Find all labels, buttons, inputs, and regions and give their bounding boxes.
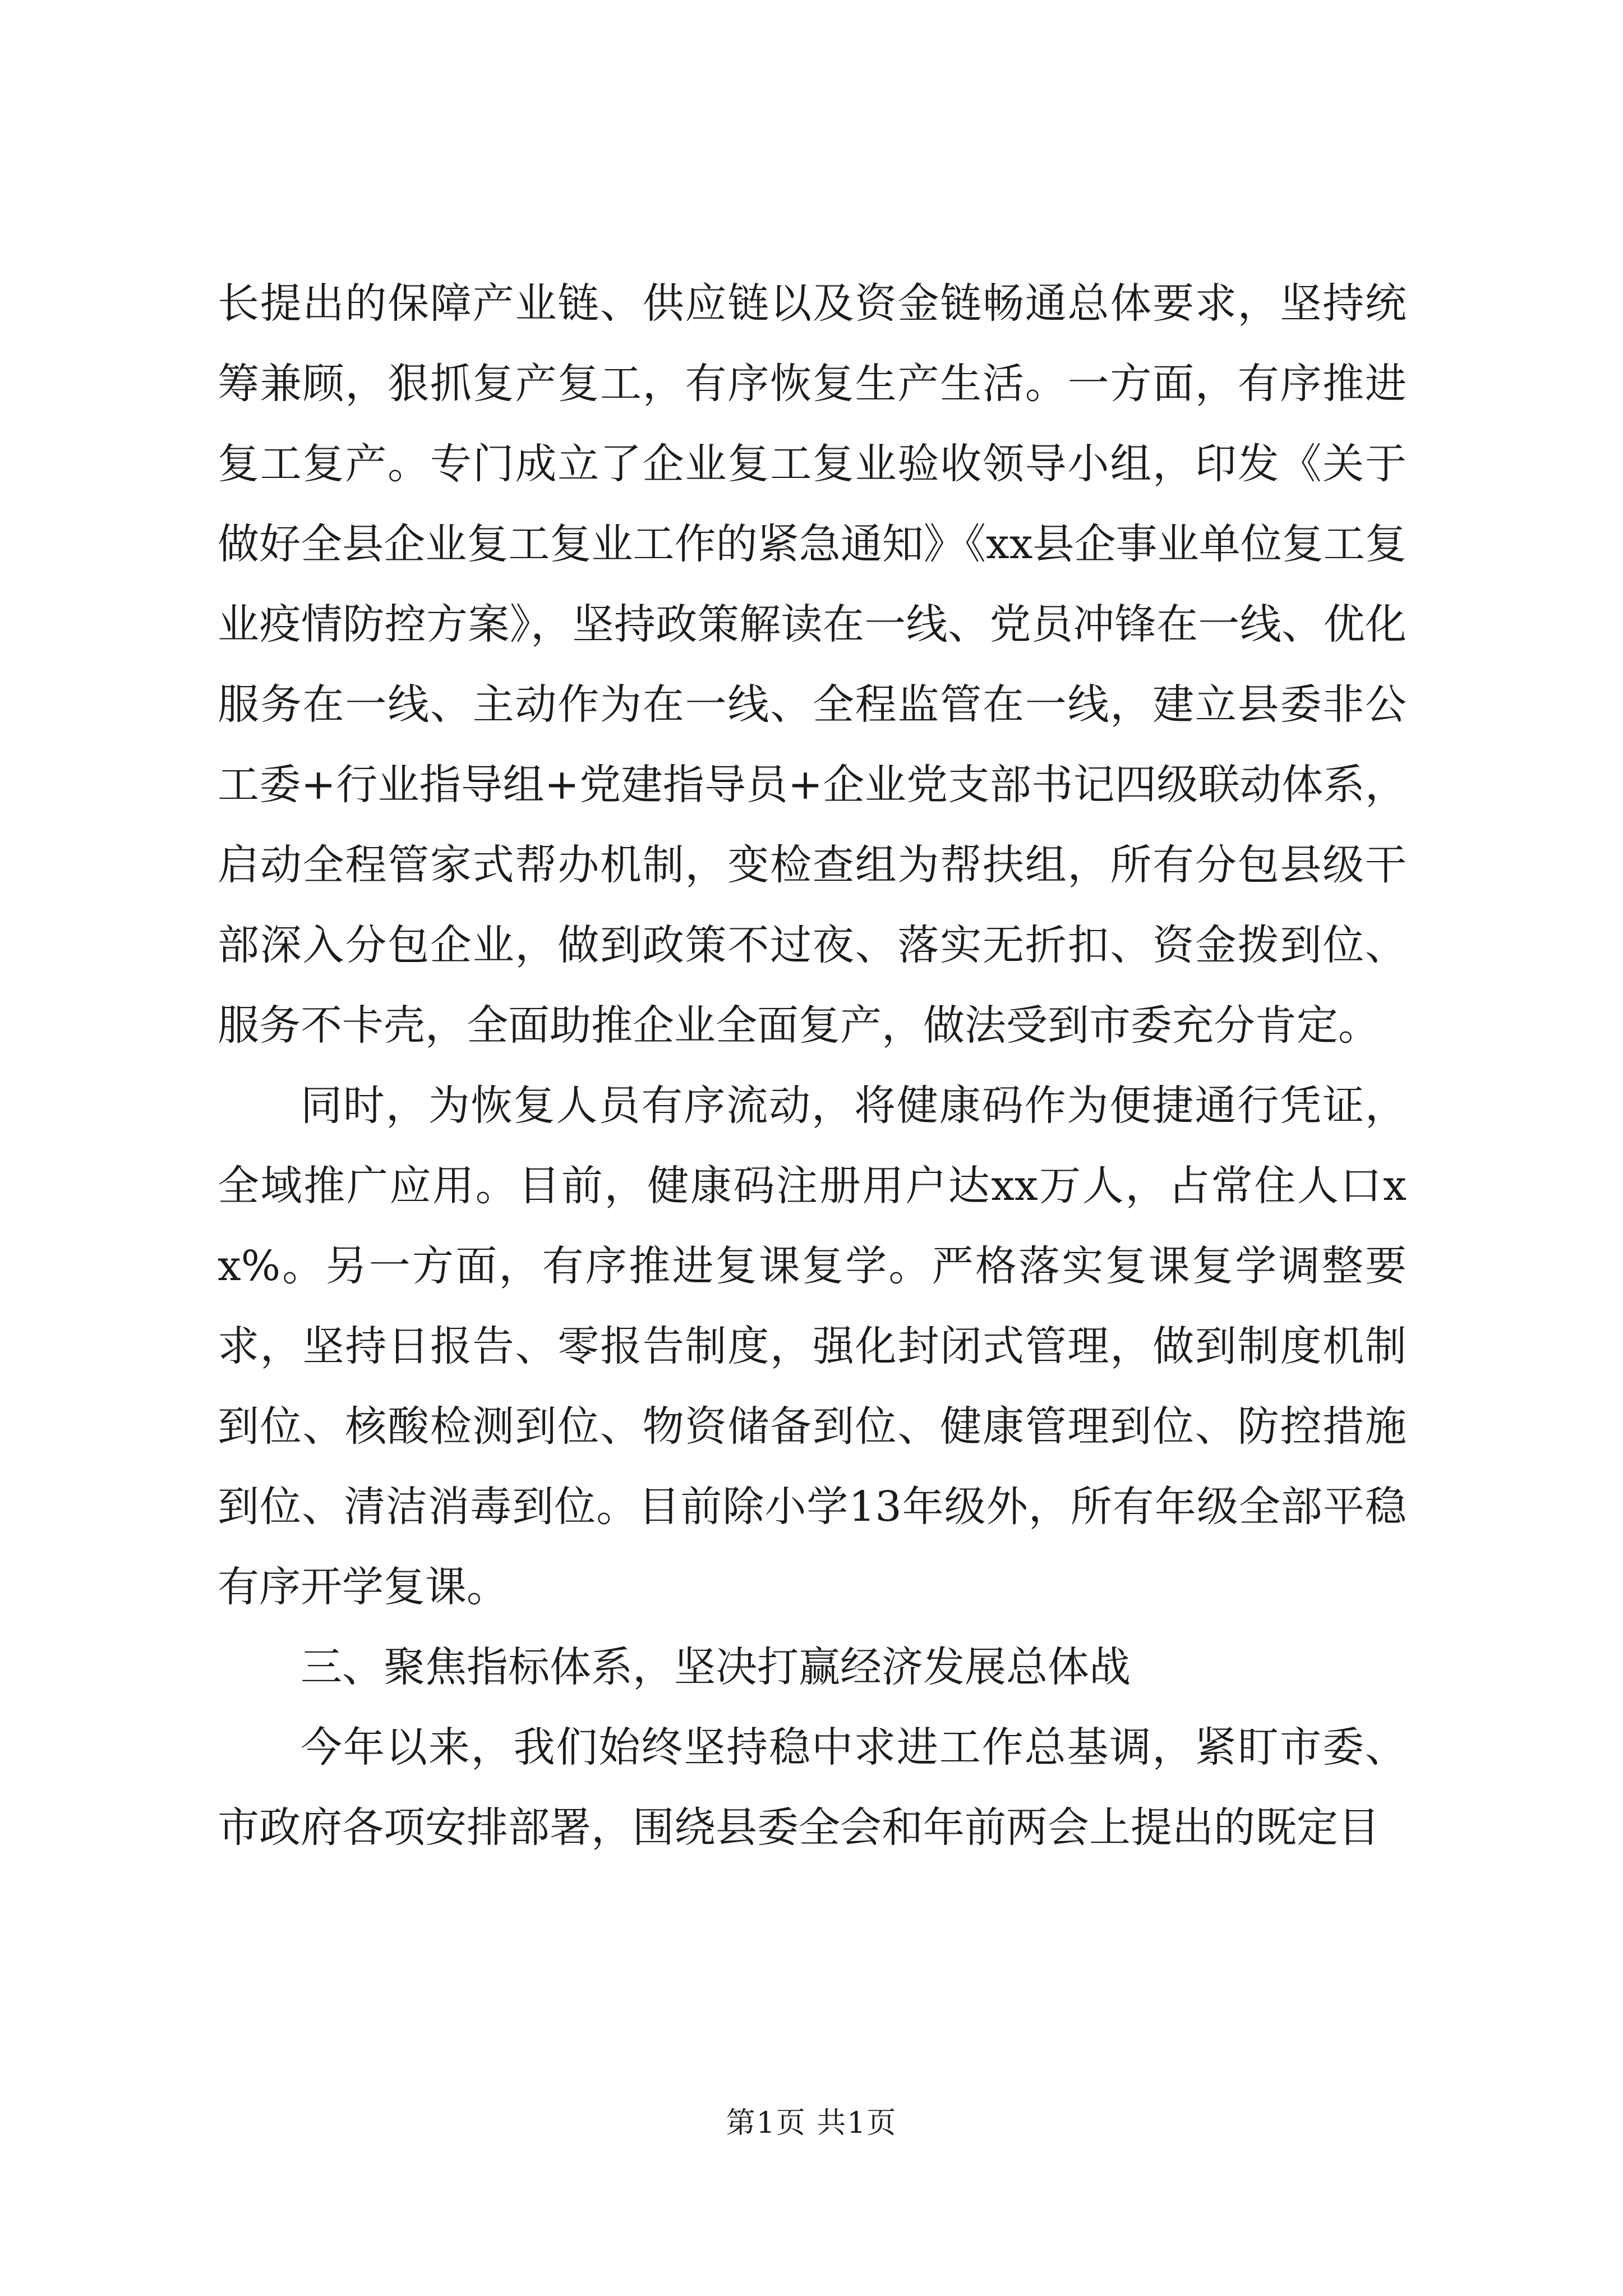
- paragraph-economy: 今年以来，我们始终坚持稳中求进工作总基调，紧盯市委、市政府各项安排部署，围绕县委全会和年前两会上提出的既定目: [218, 1723, 1407, 1852]
- document-body: [218, 264, 1407, 1868]
- paragraph-continuation: 长提出的保障产业链、供应链以及资金链畅通总体要求，坚持统筹兼顾，狠抓复产复工，有序恢复生产生活。一方面，有序推进复工复产。专门成立了企业复工复业验收领导小组，印发《关于做好全县企业复工复业工作的紧急通知》《xx县企事业单位复工复业疫情防控方案》，坚持政策解读在一线、党员冲锋在一线、优化服务在一线、主动作为在一线、全程监管在一线，建立县委非公工委+行业指导组+党建指导员+企业党支部书记四级联动体系，启动全程管家式帮办机制，变检查组为帮扶组，所有分包县级干部深入分包企业，做到政策不过夜、落实无折扣、资金拨到位、服务不卡壳，全面助推企业全面复产，做法受到市委充分肯定。: [218, 279, 1407, 1050]
- section-heading: 三、聚焦指标体系，坚决打赢经济发展总体战: [301, 1643, 1131, 1691]
- page-footer: 第1页 共1页: [726, 2106, 897, 2140]
- paragraph-health-code: 同时，为恢复人员有序流动，将健康码作为便捷通行凭证，全域推广应用。目前，健康码注册用户达xx万人，占常住人口xx%。另一方面，有序推进复课复学。严格落实复课复学调整要求，坚持日报告、零报告制度，强化封闭式管理，做到制度机制到位、核酸检测到位、物资储备到位、健康管理到位、防控措施到位、清洁消毒到位。目前除小学13年级外，所有年级全部平稳有序开学复课。: [218, 1082, 1407, 1611]
